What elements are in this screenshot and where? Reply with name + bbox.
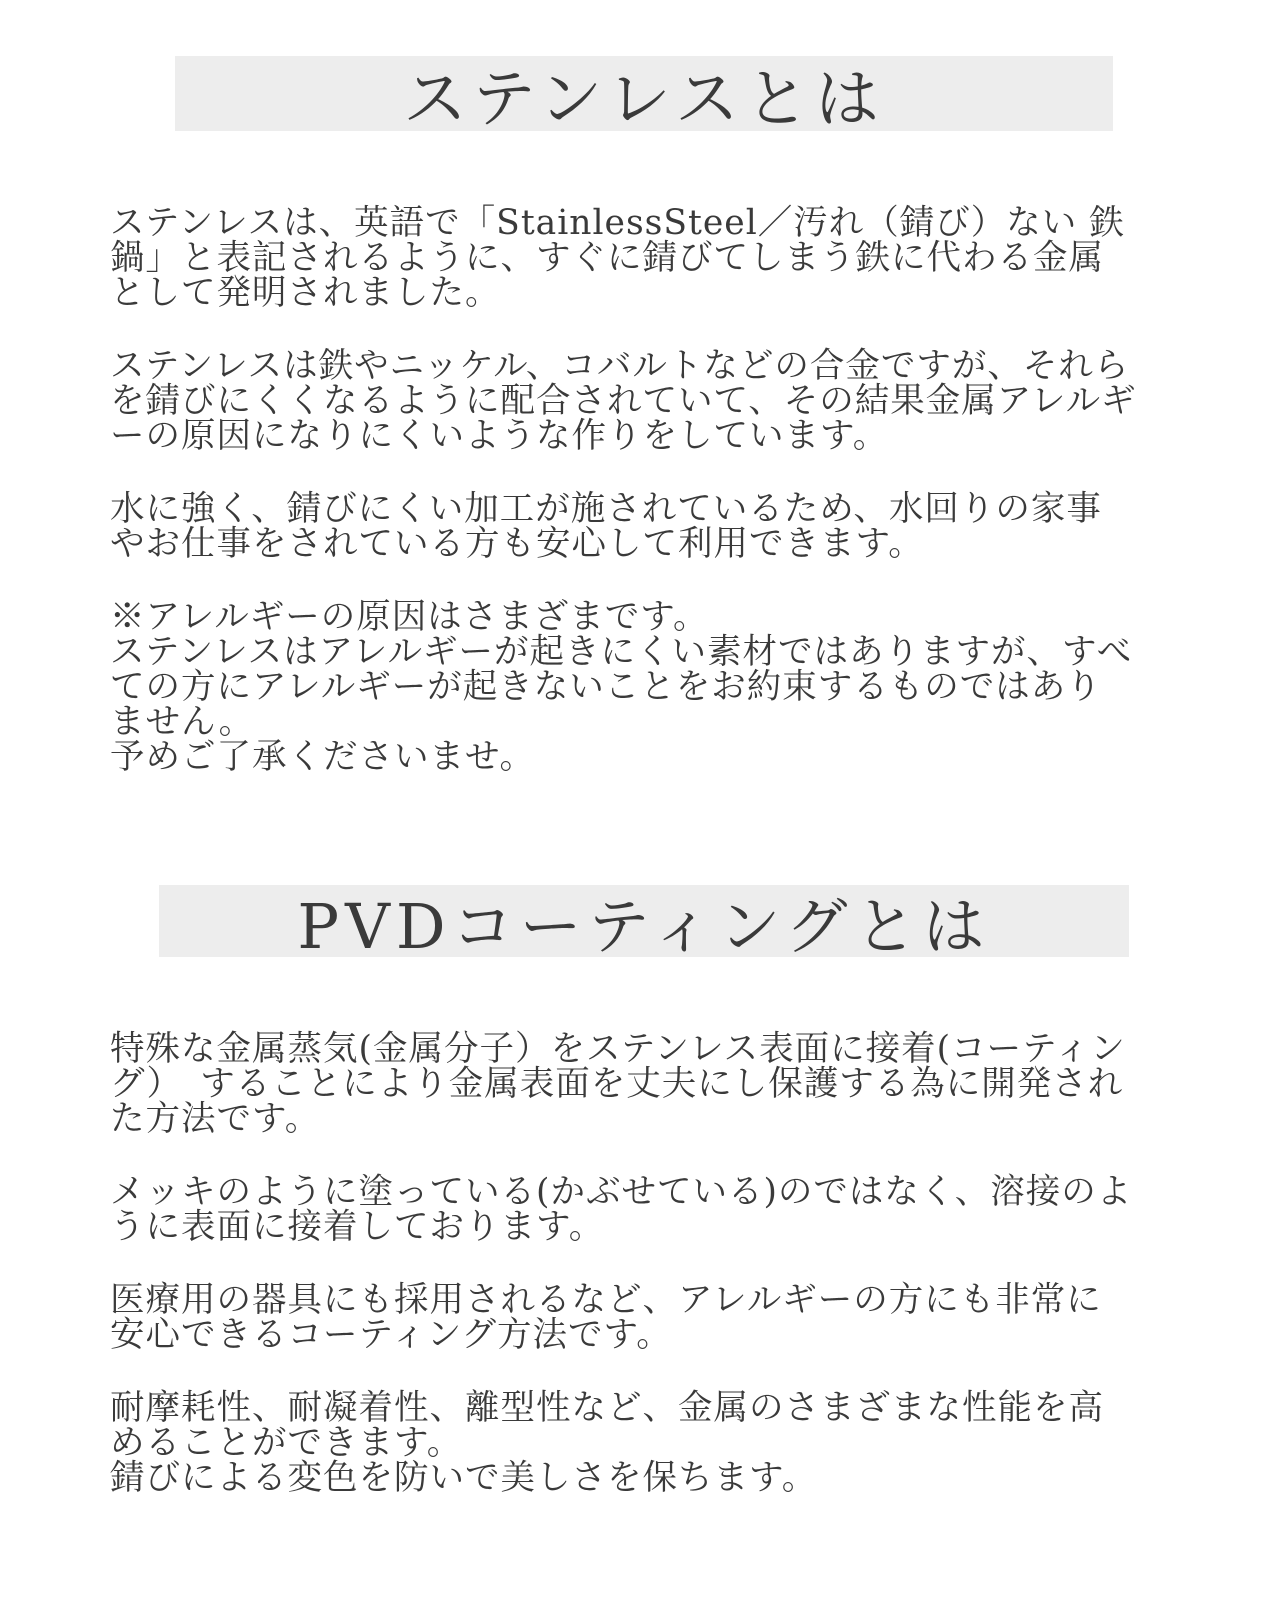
text-line: た方法です。 [110,1099,321,1139]
text-line: 錆びによる変色を防いで美しさを保ちます。 [110,1458,818,1498]
pvd-description [110,1029,1190,1534]
heading-title: PVDコーティングとは [297,889,991,963]
section-heading-pvd [159,885,1129,963]
text-line: ません。 [110,702,255,742]
paragraph [110,1388,1190,1498]
text-line: うに表面に接着しております。 [110,1207,605,1247]
heading-title: ステンレスとは [403,62,885,137]
text-line: 鍋」と表記されるように、すぐに錆びてしまう鉄に代わる金属 [110,238,1104,278]
text-line: グ） することにより金属表面を丈夫にし保護する為に開発され [110,1064,1124,1104]
text-line: ステンレスは鉄やニッケル、コバルトなどの合金ですが、それら [110,346,1130,386]
stainless-description [110,203,1190,813]
text-line: メッキのように塗っている(かぶせている)のではなく、溶接のよ [110,1172,1133,1212]
paragraph [110,346,1190,456]
text-line: 特殊な金属蒸気(金属分子）をステンレス表面に接着(コーティン [110,1029,1126,1069]
text-line: 医療用の器具にも採用されるなど、アレルギーの方にも非常に [110,1280,1102,1320]
text-line: ーの原因になりにくいような作りをしています。 [110,416,889,456]
text-line: めることができます。 [110,1423,463,1463]
text-line: を錆びにくくなるように配合されていて、その結果金属アレルギ [110,381,1137,421]
text-line: ステンレスは、英語で「StainlessSteel／汚れ（錆び）ない 鉄 [110,203,1125,243]
text-line: ※アレルギーの原因はさまざまです。 [110,597,709,637]
section-heading-stainless [175,56,1113,137]
text-line: 安心できるコーティング方法です。 [110,1315,672,1355]
text-line: ての方にアレルギーが起きないことをお約束するものではあり [110,667,1102,707]
paragraph [110,1280,1190,1355]
text-line: やお仕事をされている方も安心して利用できます。 [110,524,924,564]
paragraph [110,489,1190,564]
paragraph [110,597,1190,777]
text-line: 耐摩耗性、耐凝着性、離型性など、金属のさまざまな性能を高 [110,1388,1104,1428]
text-line: 予めご了承くださいませ。 [110,737,535,777]
paragraph [110,203,1190,313]
text-line: ステンレスはアレルギーが起きにくい素材ではありますが、すべ [110,632,1133,672]
paragraph [110,1172,1190,1247]
text-line: 水に強く、錆びにくい加工が施されているため、水回りの家事 [110,489,1102,529]
text-line: として発明されました。 [110,273,501,313]
paragraph [110,1029,1190,1139]
